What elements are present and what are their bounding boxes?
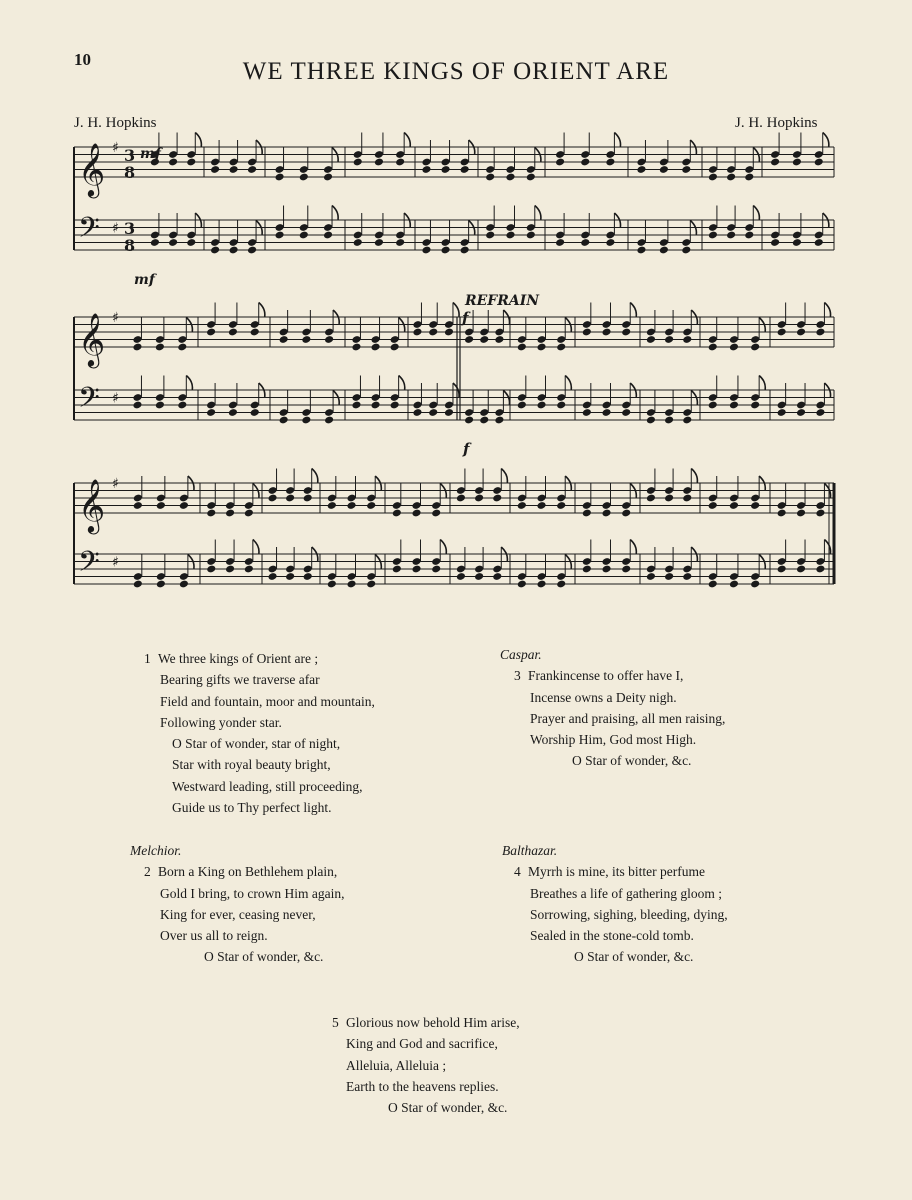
refrain-line: Guide us to Thy perfect light. xyxy=(172,800,332,816)
note-flag xyxy=(630,540,636,554)
notehead xyxy=(460,246,470,255)
key-signature-sharp-icon: ♯ xyxy=(112,390,119,407)
notehead xyxy=(327,501,337,510)
notehead xyxy=(285,572,295,581)
notehead xyxy=(580,158,590,167)
refrain-label: REFRAIN xyxy=(465,293,540,309)
verse-speaker: Melchior. xyxy=(130,843,182,858)
notehead xyxy=(536,401,546,410)
notehead xyxy=(556,343,566,352)
notehead xyxy=(770,158,780,167)
notehead xyxy=(621,408,631,417)
notehead xyxy=(526,231,536,240)
notehead xyxy=(659,246,669,255)
notehead xyxy=(210,165,220,174)
notehead xyxy=(708,580,718,589)
notehead xyxy=(303,572,313,581)
note-flag xyxy=(691,469,697,483)
time-signature-top: 3 xyxy=(124,219,136,238)
notehead xyxy=(485,173,495,182)
notehead xyxy=(474,572,484,581)
notehead xyxy=(621,509,631,518)
notehead xyxy=(353,238,363,247)
notehead xyxy=(494,335,504,344)
notehead xyxy=(179,580,189,589)
notehead xyxy=(605,238,615,247)
notehead xyxy=(392,509,402,518)
notehead xyxy=(750,580,760,589)
notehead xyxy=(225,509,235,518)
verse-number: 3 xyxy=(514,668,521,684)
notehead xyxy=(431,565,441,574)
notehead xyxy=(431,509,441,518)
notehead xyxy=(815,408,825,417)
notehead xyxy=(494,416,504,425)
note-flag xyxy=(440,540,446,554)
notehead xyxy=(168,158,178,167)
notehead xyxy=(792,158,802,167)
verse-line: Sealed in the stone-cold tomb. xyxy=(530,928,694,944)
verse-speaker: Balthazar. xyxy=(502,843,558,858)
verse-number: 2 xyxy=(144,864,151,880)
notehead xyxy=(206,509,216,518)
notehead xyxy=(392,565,402,574)
notehead xyxy=(374,238,384,247)
verse-line: King for ever, ceasing never, xyxy=(160,906,316,922)
notehead xyxy=(526,173,536,182)
notehead xyxy=(621,328,631,337)
notehead xyxy=(323,231,333,240)
verse-number: 4 xyxy=(514,864,521,880)
notehead xyxy=(601,408,611,417)
bass-clef-icon: 𝄢 xyxy=(78,545,100,586)
notehead xyxy=(324,416,334,425)
refrain-line: O Star of wonder, star of night, xyxy=(172,736,341,752)
verse-line: Born a King on Bethlehem plain, xyxy=(158,864,338,880)
notehead xyxy=(750,343,760,352)
refrain-line: O Star of wonder, &c. xyxy=(572,753,692,769)
notehead xyxy=(244,565,254,574)
note-flag xyxy=(823,133,829,147)
verse-number: 5 xyxy=(332,1015,339,1030)
notehead xyxy=(150,238,160,247)
notehead xyxy=(601,565,611,574)
notehead xyxy=(285,494,295,503)
notehead xyxy=(279,416,289,425)
notehead xyxy=(156,501,166,510)
key-signature-sharp-icon: ♯ xyxy=(112,476,119,492)
notehead xyxy=(186,238,196,247)
notehead xyxy=(155,343,165,352)
page-title: WE THREE KINGS OF ORIENT ARE xyxy=(242,58,670,85)
notehead xyxy=(428,328,438,337)
notehead xyxy=(155,401,165,410)
notehead xyxy=(225,565,235,574)
notehead xyxy=(353,158,363,167)
notehead xyxy=(536,580,546,589)
verse-line: We three kings of Orient are ; xyxy=(158,651,319,666)
notehead xyxy=(133,501,143,510)
notehead xyxy=(210,246,220,255)
dynamic-marking: f xyxy=(462,309,469,327)
notehead xyxy=(708,501,718,510)
notehead xyxy=(605,158,615,167)
notehead xyxy=(485,231,495,240)
notehead xyxy=(621,565,631,574)
notehead xyxy=(247,246,257,255)
notehead xyxy=(659,165,669,174)
notehead xyxy=(366,580,376,589)
notehead xyxy=(479,335,489,344)
notehead xyxy=(346,580,356,589)
notehead xyxy=(777,408,787,417)
treble-clef-icon: 𝄞 xyxy=(78,312,106,366)
notehead xyxy=(366,501,376,510)
notehead xyxy=(681,165,691,174)
notehead xyxy=(229,246,239,255)
verse-4 xyxy=(502,840,728,968)
notehead xyxy=(441,165,451,174)
notehead xyxy=(275,231,285,240)
notehead xyxy=(744,173,754,182)
notehead xyxy=(444,408,454,417)
notehead xyxy=(601,328,611,337)
notehead xyxy=(464,416,474,425)
notehead xyxy=(346,501,356,510)
notehead xyxy=(664,494,674,503)
notehead xyxy=(636,246,646,255)
notehead xyxy=(412,408,422,417)
notehead xyxy=(206,408,216,417)
notehead xyxy=(177,401,187,410)
notehead xyxy=(796,328,806,337)
notehead xyxy=(815,509,825,518)
notehead xyxy=(777,565,787,574)
notehead xyxy=(517,580,527,589)
notehead xyxy=(726,173,736,182)
notehead xyxy=(582,565,592,574)
notehead xyxy=(299,173,309,182)
notehead xyxy=(460,165,470,174)
verse-number: 1 xyxy=(144,651,151,666)
note-flag xyxy=(614,133,620,147)
notehead xyxy=(729,401,739,410)
treble-clef-icon: 𝄞 xyxy=(78,142,106,196)
verse-line: Breathes a life of gathering gloom ; xyxy=(530,885,722,901)
notehead xyxy=(729,501,739,510)
notehead xyxy=(777,328,787,337)
dynamic-marking: f xyxy=(463,440,470,458)
notehead xyxy=(582,408,592,417)
verse-line: King and God and sacrifice, xyxy=(346,1036,498,1052)
note-flag xyxy=(759,376,765,390)
notehead xyxy=(582,328,592,337)
notehead xyxy=(646,416,656,425)
verse-1 xyxy=(144,648,375,818)
verse-line: Gold I bring, to crown Him again, xyxy=(160,885,345,901)
bass-clef-icon: 𝄢 xyxy=(78,211,100,252)
note-flag xyxy=(312,469,318,483)
verse-line: Frankincense to offer have I, xyxy=(528,668,684,684)
notehead xyxy=(505,173,515,182)
words-credit: J. H. Hopkins xyxy=(74,115,157,131)
notehead xyxy=(323,173,333,182)
notehead xyxy=(750,401,760,410)
notehead xyxy=(206,565,216,574)
note-flag xyxy=(501,469,507,483)
notehead xyxy=(664,416,674,425)
notehead xyxy=(268,572,278,581)
note-flag xyxy=(332,206,338,220)
notehead xyxy=(517,501,527,510)
bass-clef-icon: 𝄢 xyxy=(78,381,100,422)
notehead xyxy=(412,328,422,337)
notehead xyxy=(517,401,527,410)
verse-line: Bearing gifts we traverse afar xyxy=(160,672,320,688)
notehead xyxy=(708,343,718,352)
notehead xyxy=(646,335,656,344)
notehead xyxy=(390,343,400,352)
notehead xyxy=(474,494,484,503)
key-signature-sharp-icon: ♯ xyxy=(112,310,119,326)
notehead xyxy=(374,158,384,167)
notehead xyxy=(505,231,515,240)
notehead xyxy=(646,494,656,503)
notehead xyxy=(228,408,238,417)
notehead xyxy=(428,408,438,417)
refrain-line: O Star of wonder, &c. xyxy=(204,949,324,965)
key-signature-sharp-icon: ♯ xyxy=(112,140,119,156)
notehead xyxy=(555,158,565,167)
notehead xyxy=(726,231,736,240)
time-signature-bottom: 8 xyxy=(124,236,136,255)
notehead xyxy=(814,238,824,247)
notehead xyxy=(244,509,254,518)
notehead xyxy=(708,401,718,410)
notehead xyxy=(479,416,489,425)
notehead xyxy=(556,501,566,510)
notehead xyxy=(492,494,502,503)
note-flag xyxy=(399,376,405,390)
notehead xyxy=(796,509,806,518)
notehead xyxy=(132,401,142,410)
verse-5 xyxy=(332,1012,520,1118)
verse-line: Incense owns a Deity nigh. xyxy=(530,689,677,705)
notehead xyxy=(636,165,646,174)
time-signature-bottom: 8 xyxy=(124,163,136,182)
notehead xyxy=(750,501,760,510)
notehead xyxy=(744,231,754,240)
notehead xyxy=(351,401,361,410)
notehead xyxy=(268,494,278,503)
notehead xyxy=(580,238,590,247)
notehead xyxy=(536,343,546,352)
notehead xyxy=(708,231,718,240)
notehead xyxy=(421,165,431,174)
notehead xyxy=(228,328,238,337)
notehead xyxy=(247,165,257,174)
notehead xyxy=(206,328,216,337)
notehead xyxy=(770,238,780,247)
notehead xyxy=(421,246,431,255)
notehead xyxy=(390,401,400,410)
notehead xyxy=(324,335,334,344)
notehead xyxy=(664,335,674,344)
verse-line: Prayer and praising, all men raising, xyxy=(530,710,726,726)
notehead xyxy=(395,238,405,247)
notehead xyxy=(395,158,405,167)
notehead xyxy=(411,565,421,574)
page-number: 10 xyxy=(74,50,91,69)
notehead xyxy=(682,572,692,581)
notehead xyxy=(601,509,611,518)
verse-2 xyxy=(130,840,344,968)
notehead xyxy=(556,401,566,410)
refrain-line: Westward leading, still proceeding, xyxy=(172,778,363,794)
dynamic-marking: mf xyxy=(134,272,155,288)
verse-3 xyxy=(500,644,725,772)
music-credit: J. H. Hopkins xyxy=(735,115,818,131)
key-signature-sharp-icon: ♯ xyxy=(112,220,119,237)
notehead xyxy=(708,173,718,182)
verse-line: Myrrh is mine, its bitter perfume xyxy=(528,864,705,880)
verse-line: Field and fountain, moor and mountain, xyxy=(160,693,375,709)
note-flag xyxy=(565,376,571,390)
notehead xyxy=(411,509,421,518)
notehead xyxy=(556,580,566,589)
verse-line: Earth to the heavens replies. xyxy=(346,1078,499,1094)
notehead xyxy=(555,238,565,247)
note-flag xyxy=(630,303,636,317)
notehead xyxy=(351,343,361,352)
notehead xyxy=(777,509,787,518)
notehead xyxy=(156,580,166,589)
dynamic-marking: mf xyxy=(140,146,161,162)
note-flag xyxy=(453,303,459,317)
verse-line: Worship Him, God most High. xyxy=(530,732,697,748)
note-flag xyxy=(186,376,192,390)
notehead xyxy=(301,416,311,425)
notehead xyxy=(729,580,739,589)
note-flag xyxy=(404,133,410,147)
notehead xyxy=(815,565,825,574)
notehead xyxy=(371,401,381,410)
notehead xyxy=(168,238,178,247)
notehead xyxy=(492,572,502,581)
notehead xyxy=(250,328,260,337)
notehead xyxy=(250,408,260,417)
notehead xyxy=(796,408,806,417)
verse-line: Alleluia, Alleluia ; xyxy=(346,1057,447,1073)
verse-line: Over us all to reign. xyxy=(160,928,268,944)
notehead xyxy=(179,501,189,510)
notehead xyxy=(444,328,454,337)
notehead xyxy=(133,580,143,589)
notehead xyxy=(517,343,527,352)
verse-line: Following yonder star. xyxy=(160,714,282,730)
note-flag xyxy=(753,206,759,220)
notehead xyxy=(814,158,824,167)
notehead xyxy=(796,565,806,574)
verse-speaker: Caspar. xyxy=(500,647,542,662)
note-flag xyxy=(253,540,259,554)
notehead xyxy=(456,494,466,503)
verse-line: Sorrowing, sighing, bleeding, dying, xyxy=(530,906,728,922)
notehead xyxy=(464,335,474,344)
notehead xyxy=(186,158,196,167)
time-signature-top: 3 xyxy=(124,146,136,165)
notehead xyxy=(536,501,546,510)
notehead xyxy=(815,328,825,337)
note-flag xyxy=(195,133,201,147)
notehead xyxy=(303,494,313,503)
note-flag xyxy=(824,540,830,554)
verse-line: Glorious now behold Him arise, xyxy=(346,1015,520,1030)
notehead xyxy=(664,572,674,581)
note-flag xyxy=(535,206,541,220)
notehead xyxy=(327,580,337,589)
refrain-line: O Star of wonder, &c. xyxy=(574,949,694,965)
notehead xyxy=(682,335,692,344)
notehead xyxy=(729,343,739,352)
key-signature-sharp-icon: ♯ xyxy=(112,554,119,571)
notehead xyxy=(441,246,451,255)
notehead xyxy=(682,416,692,425)
notehead xyxy=(646,572,656,581)
notehead xyxy=(682,494,692,503)
notehead xyxy=(299,231,309,240)
notehead xyxy=(279,335,289,344)
note-flag xyxy=(259,303,265,317)
refrain-line: O Star of wonder, &c. xyxy=(388,1100,508,1116)
notehead xyxy=(301,335,311,344)
notehead xyxy=(177,343,187,352)
notehead xyxy=(229,165,239,174)
notehead xyxy=(371,343,381,352)
note-flag xyxy=(824,303,830,317)
treble-clef-icon: 𝄞 xyxy=(78,478,106,532)
notehead xyxy=(275,173,285,182)
notehead xyxy=(132,343,142,352)
notehead xyxy=(681,246,691,255)
refrain-line: Star with royal beauty bright, xyxy=(172,757,331,773)
notehead xyxy=(456,572,466,581)
notehead xyxy=(792,238,802,247)
notehead xyxy=(582,509,592,518)
